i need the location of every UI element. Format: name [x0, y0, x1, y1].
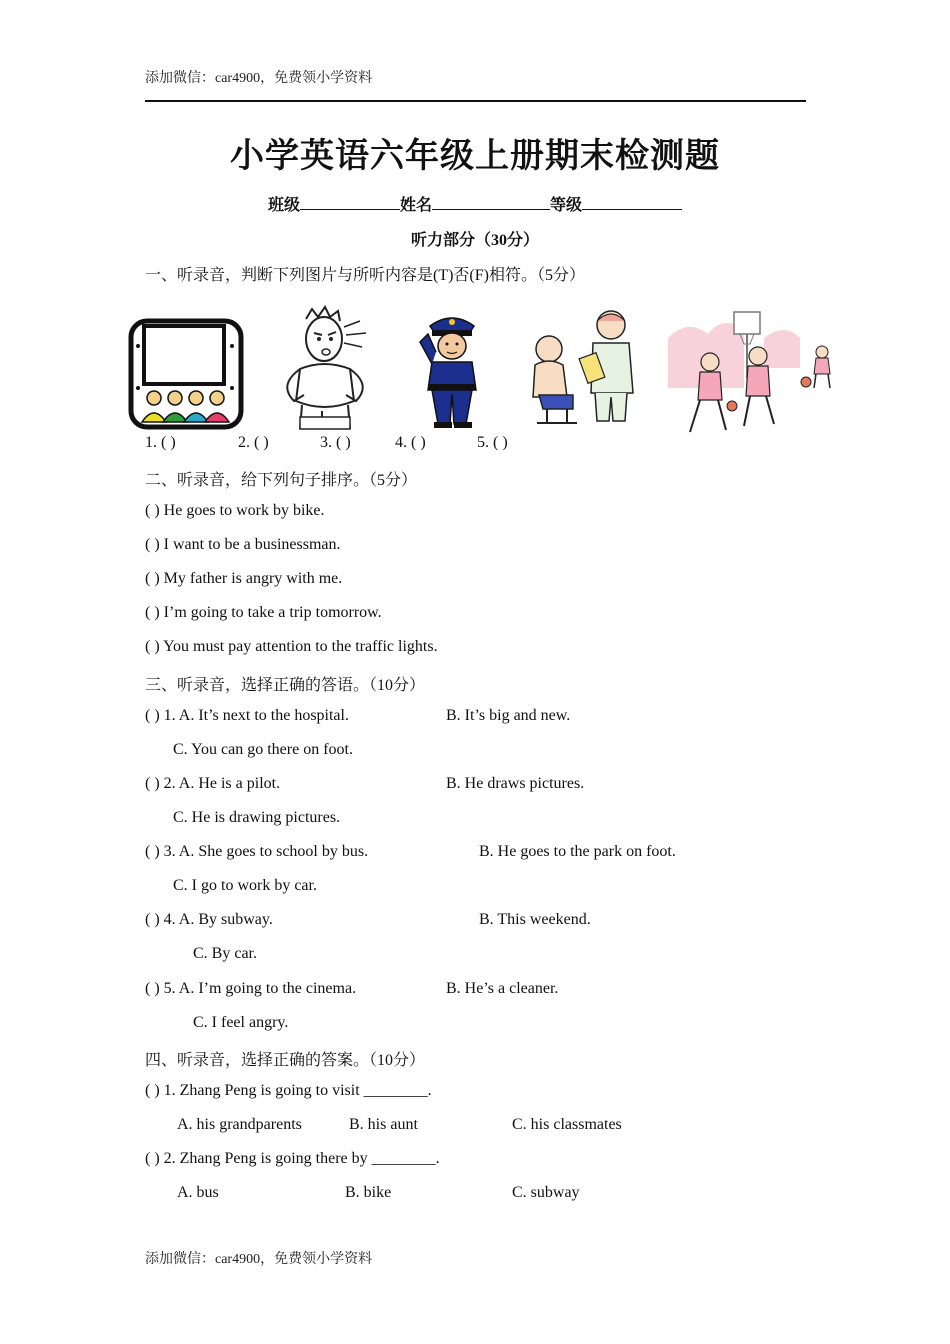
answer-option-b[interactable]: B. bike	[345, 1184, 392, 1201]
police-officer-icon	[410, 308, 494, 430]
sentence-item[interactable]: ( ) I want to be a businessman.	[145, 536, 341, 553]
doctor-patient-icon	[523, 305, 643, 427]
grade-label: 等级	[550, 197, 583, 214]
question-option-a[interactable]: ( ) 4. A. By subway.	[145, 911, 273, 928]
sentence-item[interactable]: ( ) My father is angry with me.	[145, 570, 343, 587]
question-option-a[interactable]: ( ) 1. A. It’s next to the hospital.	[145, 707, 349, 724]
question-option-c[interactable]: C. You can go there on foot.	[173, 741, 353, 758]
answer-option-c[interactable]: C. his classmates	[512, 1116, 622, 1133]
page-title: 小学英语六年级上册期末检测题	[230, 138, 720, 175]
picture-answer-4[interactable]: 4. ( )	[395, 434, 426, 451]
answer-option-c[interactable]: C. subway	[512, 1184, 580, 1201]
question-option-b[interactable]: B. He’s a cleaner.	[446, 980, 559, 997]
class-label: 班级	[267, 197, 300, 214]
question-option-c[interactable]: C. I feel angry.	[193, 1014, 289, 1031]
picture-answer-3[interactable]: 3. ( )	[320, 434, 351, 451]
picture-answer-2[interactable]: 2. ( )	[238, 434, 269, 451]
question-option-a[interactable]: ( ) 3. A. She goes to school by bus.	[145, 843, 369, 860]
cinema-screen-audience-icon	[128, 318, 244, 430]
section4-heading: 四、听录音，选择正确的答案。（10分）	[145, 1052, 426, 1069]
answer-option-a[interactable]: A. his grandparents	[177, 1116, 302, 1133]
question-option-c[interactable]: C. He is drawing pictures.	[173, 809, 341, 826]
angry-man-icon	[270, 305, 380, 433]
answer-option-a[interactable]: A. bus	[177, 1184, 219, 1201]
answer-option-b[interactable]: B. his aunt	[349, 1116, 418, 1133]
question-option-b[interactable]: B. This weekend.	[479, 911, 591, 928]
section2-heading: 二、听录音，给下列句子排序。（5分）	[145, 472, 418, 489]
page-footer-note: 添加微信：car4900，免费领小学资料	[145, 1252, 373, 1267]
question-option-c[interactable]: C. By car.	[193, 945, 257, 962]
sentence-item[interactable]: ( ) He goes to work by bike.	[145, 502, 325, 519]
grade-blank[interactable]	[582, 195, 682, 210]
picture-answer-1[interactable]: 1. ( )	[145, 434, 176, 451]
page-header-note: 添加微信：car4900，免费领小学资料	[145, 71, 373, 86]
question-option-c[interactable]: C. I go to work by car.	[173, 877, 317, 894]
question-stem[interactable]: ( ) 2. Zhang Peng is going there by ________.	[145, 1150, 440, 1167]
question-option-b[interactable]: B. He draws pictures.	[446, 775, 585, 792]
question-option-b[interactable]: B. It’s big and new.	[446, 707, 571, 724]
section3-heading: 三、听录音，选择正确的答语。（10分）	[145, 677, 426, 694]
header-rule	[145, 100, 806, 102]
question-option-a[interactable]: ( ) 5. A. I’m going to the cinema.	[145, 980, 357, 997]
class-blank[interactable]	[300, 195, 400, 210]
sentence-item[interactable]: ( ) I’m going to take a trip tomorrow.	[145, 604, 382, 621]
question-stem[interactable]: ( ) 1. Zhang Peng is going to visit ________.	[145, 1082, 432, 1099]
section1-heading: 一、听录音，判断下列图片与所听内容是(T)否(F)相符。（5分）	[145, 267, 585, 284]
question-option-a[interactable]: ( ) 2. A. He is a pilot.	[145, 775, 281, 792]
listening-subtitle: 听力部分（30分）	[410, 232, 539, 249]
question-option-b[interactable]: B. He goes to the park on foot.	[479, 843, 676, 860]
kids-basketball-icon	[668, 308, 834, 442]
sentence-item[interactable]: ( ) You must pay attention to the traffic lights.	[145, 638, 438, 655]
name-label: 姓名	[399, 197, 432, 214]
student-info-line	[0, 192, 950, 215]
picture-answer-5[interactable]: 5. ( )	[477, 434, 508, 451]
name-blank[interactable]	[432, 195, 550, 210]
